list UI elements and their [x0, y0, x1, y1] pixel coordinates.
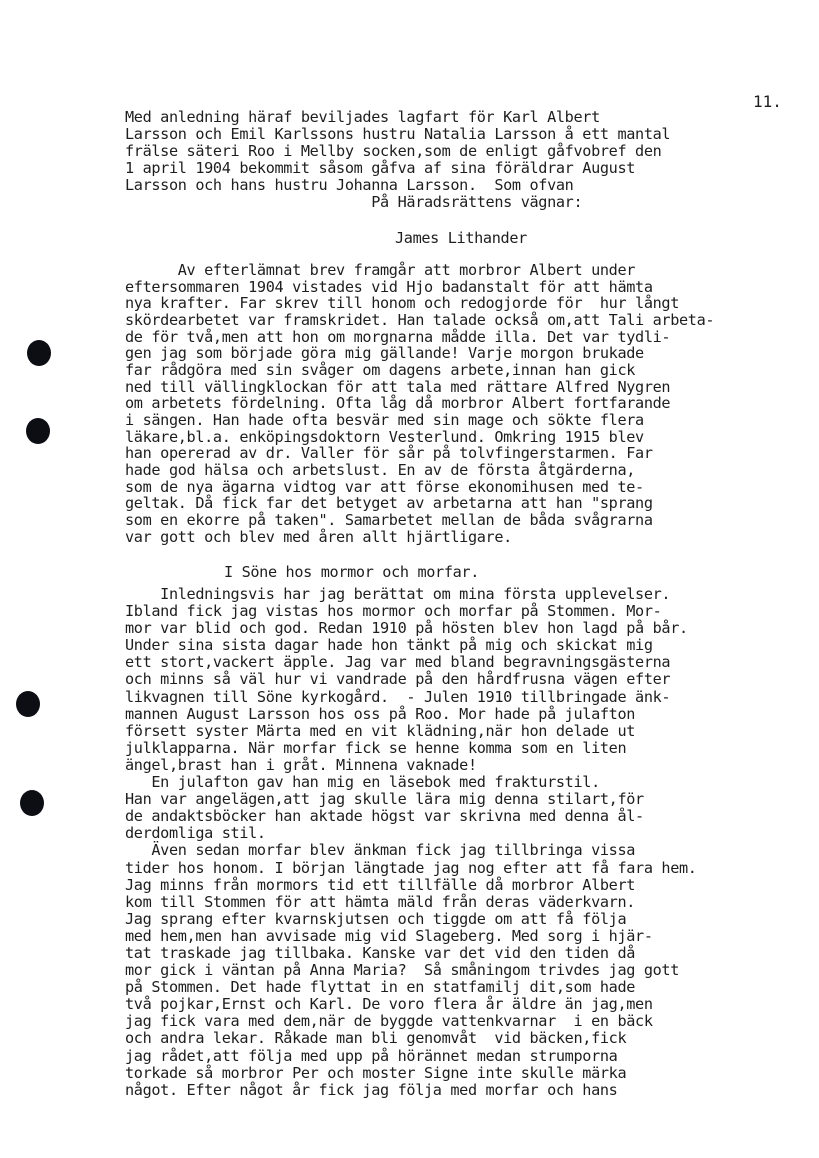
text-line: geltak. Då fick far det betyget av arbetarna att han "sprang: [125, 494, 653, 513]
text-line: hade god hälsa och arbetslust. En av de första åtgärderna,: [125, 460, 636, 479]
text-line: frälse säteri Roo i Mellby socken,som de enligt gåfvobref den: [125, 141, 662, 160]
text-line: Ibland fick jag vistas hos mormor och morfar på Stommen. Mor-: [125, 602, 662, 621]
text-line: med hem,men han avvisade mig vid Slageberg. Med sorg i hjär-: [125, 926, 653, 945]
text-line: något. Efter något år fick jag följa med morfar och hans: [125, 1080, 618, 1099]
text-line: i sängen. Han hade ofta besvär med sin mage och sökte flera: [125, 410, 644, 429]
page-number: 11.: [753, 92, 782, 111]
text-line: mor gick i väntan på Anna Maria? Så småningom trivdes jag gott: [125, 961, 680, 980]
text-line: likvagnen till Söne kyrkogård. - Julen 1910 tillbringade änk-: [125, 687, 671, 706]
text-line: Även sedan morfar blev änkman fick jag tillbringa vissa: [125, 841, 636, 860]
section-heading: I Söne hos mormor och morfar.: [224, 563, 480, 581]
text-line: nya krafter. Far skrev till honom och redogjorde för hur långt: [125, 294, 680, 313]
text-line: försett syster Märta med en vit klädning,när hon delade ut: [125, 721, 636, 740]
text-line: de för två,men att hon om morgnarna mådde illa. Det var tydli-: [125, 327, 671, 346]
text-line: derdomliga stil.: [125, 824, 266, 843]
text-line: gen jag som började göra mig gällande! Varje morgon brukade: [125, 344, 644, 363]
text-line: mannen August Larsson hos oss på Roo. Mor hade på julafton: [125, 704, 636, 723]
text-line: mor var blid och god. Redan 1910 på hösten blev hon lagd på bår.: [125, 619, 688, 638]
memoir-paragraph: [125, 586, 697, 1099]
text-line: Jag sprang efter kvarnskjutsen och tiggde om att få följa: [125, 909, 627, 928]
text-line: 1 april 1904 bekommit såsom gåfva af sina föräldrar August: [125, 158, 636, 177]
text-line: var gott och blev med åren allt hjärtligare.: [125, 527, 512, 546]
text-line: han opererad av dr. Valler för sår på tolvfingerstarmen. Far: [125, 444, 653, 463]
punch-hole-3: [16, 691, 40, 717]
punch-hole-4: [20, 790, 44, 816]
text-line: om arbetets fördelning. Ofta låg då morbror Albert fortfarande: [125, 394, 671, 413]
text-line: Jag minns från mormors tid ett tillfälle då morbror Albert: [125, 875, 636, 894]
text-line: julklapparna. När morfar fick se henne komma som en liten: [125, 738, 627, 757]
text-line: far rådgöra med sin svåger om dagens arbete,innan han gick: [125, 360, 636, 379]
text-line: jag rådet,att följa med upp på hörännet medan strumporna: [125, 1046, 618, 1065]
text-line: som en ekorre på taken". Samarbetet mellan de båda svågrarna: [125, 510, 653, 529]
text-line: En julafton gav han mig en läsebok med frakturstil.: [125, 773, 600, 792]
punch-hole-1: [27, 340, 51, 366]
text-line: tat traskade jag tillbaka. Kanske var det vid den tiden då: [125, 943, 636, 962]
letter-paragraph: [125, 262, 714, 545]
text-line: som de nya ägarna vidtog var att förse ekonomihusen med te-: [125, 477, 644, 496]
text-line: ängel,brast han i gråt. Minnena vaknade!: [125, 755, 477, 774]
text-line: tider hos honom. I början längtade jag nog efter att få fara hem.: [125, 858, 697, 877]
text-line: skördearbetet var framskridet. Han talade också om,att Tali arbeta-: [125, 310, 715, 329]
text-line: Larsson och Emil Karlssons hustru Natalia Larsson å ett mantal: [125, 124, 671, 143]
text-line: jag fick vara med dem,när de byggde vattenkvarnar i en bäck: [125, 1012, 653, 1031]
text-line: Med anledning häraf beviljades lagfart för Karl Albert: [125, 108, 600, 126]
text-line: två pojkar,Ernst och Karl. De voro flera år äldre än jag,men: [125, 995, 653, 1014]
text-line: och andra lekar. Råkade man bli genomvåt vid bäcken,fick: [125, 1029, 627, 1048]
text-line: eftersommaren 1904 vistades vid Hjo badanstalt för att hämta: [125, 277, 653, 296]
punch-hole-2: [26, 418, 50, 444]
text-line: Han var angelägen,att jag skulle lära mig denna stilart,för: [125, 790, 644, 809]
text-line: torkade så morbror Per och moster Signe inte skulle märka: [125, 1063, 627, 1082]
text-line: kom till Stommen för att hämta mäld från deras väderkvarn.: [125, 892, 636, 911]
deed-paragraph: [125, 109, 670, 210]
text-line: Av efterlämnat brev framgår att morbror Albert under: [125, 261, 636, 279]
text-line: På Häradsrättens vägnar:: [125, 192, 583, 211]
text-line: Inledningsvis har jag berättat om mina första upplevelser.: [125, 585, 671, 603]
text-line: och minns så väl hur vi vandrade på den hårdfrusna vägen efter: [125, 670, 671, 689]
text-line: ned till vällingklockan för att tala med rättare Alfred Nygren: [125, 377, 671, 396]
text-line: de andaktsböcker han aktade högst var skrivna med denna ål-: [125, 807, 644, 826]
text-line: ett stort,vackert äpple. Jag var med bland begravningsgästerna: [125, 653, 671, 672]
text-line: Larsson och hans hustru Johanna Larsson. Som ofvan: [125, 175, 574, 194]
text-line: på Stommen. Det hade flyttat in en statfamilj dit,som hade: [125, 978, 636, 997]
signature-name: James Lithander: [395, 229, 527, 247]
text-line: Under sina sista dagar hade hon tänkt på mig och skickat mig: [125, 636, 653, 655]
text-line: läkare,bl.a. enköpingsdoktorn Vesterlund. Omkring 1915 blev: [125, 427, 644, 446]
